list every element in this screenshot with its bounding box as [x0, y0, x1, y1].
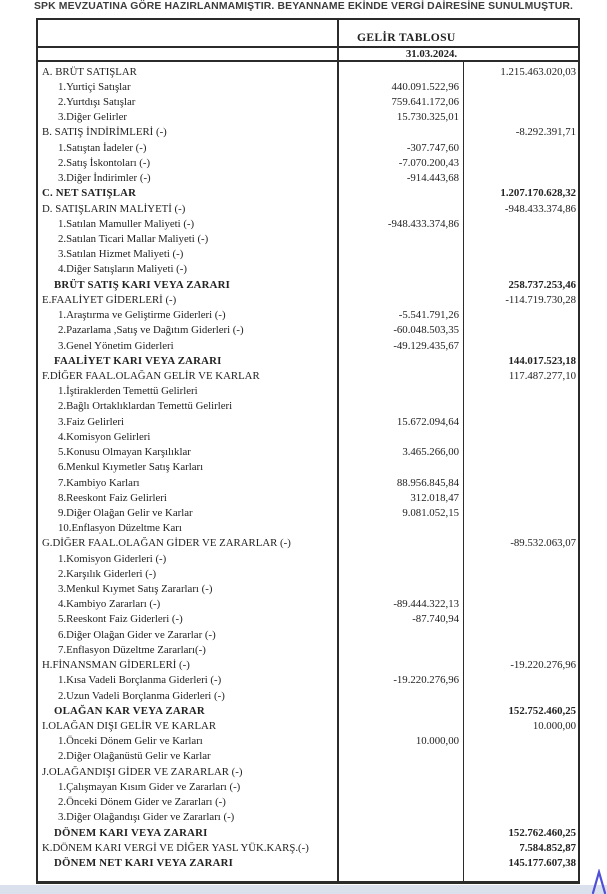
row-value-col2: -114.719.730,28 — [505, 293, 576, 306]
row-value-col2: 10.000,00 — [532, 720, 576, 733]
table-row — [38, 444, 578, 459]
row-label: F.DİĞER FAAL.OLAĞAN GELİR VE KARLAR — [42, 369, 260, 382]
row-label: 5.Konusu Olmayan Karşılıklar — [58, 446, 191, 459]
row-value-col2: -89.532.063,07 — [510, 537, 576, 550]
table-row — [38, 125, 578, 140]
row-value-col1: 88.956.845,84 — [396, 476, 459, 489]
row-value-col1: -5.541.791,26 — [398, 309, 459, 322]
row-value-col1: 15.672.094,64 — [396, 415, 459, 428]
row-value-col2: 145.177.607,38 — [508, 856, 576, 869]
row-label: 4.Kambiyo Zararları (-) — [58, 598, 161, 611]
row-label: 2.Yurtdışı Satışlar — [58, 96, 136, 109]
table-row — [38, 231, 578, 246]
row-value-col1: -49.129.435,67 — [393, 339, 459, 352]
table-row — [38, 749, 578, 764]
table-row — [38, 505, 578, 520]
table-row — [38, 338, 578, 353]
row-label: 2.Pazarlama ,Satış ve Dağıtım Giderleri (-) — [58, 324, 244, 337]
row-label: 2.Uzun Vadeli Borçlanma Giderleri (-) — [58, 689, 225, 702]
row-value-col1: -7.070.200,43 — [398, 156, 459, 169]
row-label: 3.Faiz Gelirleri — [58, 415, 124, 428]
row-label: DÖNEM KARI VEYA ZARARI — [54, 826, 208, 839]
row-value-col2: 7.584.852,87 — [519, 841, 576, 854]
row-label: J.OLAĞANDIŞI GİDER VE ZARARLAR (-) — [42, 765, 243, 778]
row-label: B. SATIŞ İNDİRİMLERİ (-) — [42, 126, 167, 139]
row-label: 3.Diğer İndirimler (-) — [58, 172, 151, 185]
row-label: 2.Satış İskontoları (-) — [58, 156, 151, 169]
table-row — [38, 262, 578, 277]
row-value-col2: 152.762.460,25 — [508, 826, 576, 839]
row-label: 3.Satılan Hizmet Maliyeti (-) — [58, 248, 184, 261]
row-value-col1: -87.740,94 — [412, 613, 459, 626]
row-value-col1: 312.018,47 — [410, 491, 459, 504]
row-label: 3.Genel Yönetim Giderleri — [58, 339, 174, 352]
row-label: 10.Enflasyon Düzeltme Karı — [58, 522, 182, 535]
row-label: 5.Reeskont Faiz Giderleri (-) — [58, 613, 183, 626]
table-row — [38, 551, 578, 566]
row-label: 1.Satıştan İadeler (-) — [58, 141, 147, 154]
table-row — [38, 795, 578, 810]
row-value-col1: -19.220.276,96 — [393, 674, 459, 687]
row-label: 1.Yurtiçi Satışlar — [58, 80, 131, 93]
row-label: 3.Diğer Gelirler — [58, 111, 127, 124]
table-row — [38, 429, 578, 444]
table-row — [38, 718, 578, 733]
table-row — [38, 658, 578, 673]
table-row — [38, 399, 578, 414]
table-row — [38, 308, 578, 323]
table-body — [38, 62, 578, 881]
table-row — [38, 277, 578, 292]
table-row — [38, 536, 578, 551]
row-value-col1: 15.730.325,01 — [396, 111, 459, 124]
table-row — [38, 673, 578, 688]
table-row — [38, 597, 578, 612]
table-row — [38, 171, 578, 186]
row-label: 2.Önceki Dönem Gider ve Zararları (-) — [58, 796, 226, 809]
table-row — [38, 460, 578, 475]
table-row — [38, 201, 578, 216]
row-label: 8.Reeskont Faiz Gelirleri — [58, 491, 167, 504]
row-value-col1: -60.048.503,35 — [393, 324, 459, 337]
table-row — [38, 703, 578, 718]
document-disclaimer: SPK MEVZUATINA GÖRE HAZIRLANMAMIŞTIR. BEYANNAME EKİNDE VERGİ DAİRESİNE SUNULMUŞTUR. — [33, 1, 574, 12]
table-row — [38, 414, 578, 429]
table-row — [38, 94, 578, 109]
row-label: D. SATIŞLARIN MALİYETİ (-) — [42, 202, 186, 215]
table-row — [38, 475, 578, 490]
table-row — [38, 216, 578, 231]
table-row — [38, 840, 578, 855]
table-row — [38, 292, 578, 307]
table-row — [38, 825, 578, 840]
table-row — [38, 368, 578, 383]
row-label: 6.Diğer Olağan Gider ve Zararlar (-) — [58, 628, 216, 641]
table-row — [38, 110, 578, 125]
table-row — [38, 566, 578, 581]
row-value-col2: 1.207.170.628,32 — [500, 187, 576, 200]
table-row — [38, 810, 578, 825]
row-label: OLAĞAN KAR VEYA ZARAR — [54, 704, 205, 717]
row-label: 2.Karşılık Giderleri (-) — [58, 567, 157, 580]
row-label: 1.Satılan Mamuller Maliyeti (-) — [58, 217, 195, 230]
income-statement-table — [36, 18, 580, 884]
table-row — [38, 353, 578, 368]
table-row — [38, 855, 578, 870]
row-value-col1: 9.081.052,15 — [402, 506, 459, 519]
table-row — [38, 155, 578, 170]
row-value-col1: -89.444.322,13 — [393, 598, 459, 611]
row-label: E.FAALİYET GİDERLERİ (-) — [42, 293, 177, 306]
row-value-col2: -19.220.276,96 — [510, 659, 576, 672]
row-label: K.DÖNEM KARI VERGİ VE DİĞER YASL YÜK.KARŞ.(-) — [42, 841, 309, 854]
row-label: 9.Diğer Olağan Gelir ve Karlar — [58, 506, 193, 519]
row-value-col1: -307.747,60 — [406, 141, 459, 154]
table-title: GELİR TABLOSU — [357, 31, 456, 44]
row-label: 3.Diğer Olağandışı Gider ve Zararları (-) — [58, 811, 235, 824]
row-value-col1: -948.433.374,86 — [387, 217, 459, 230]
row-value-col1: 440.091.522,96 — [391, 80, 459, 93]
table-row — [38, 247, 578, 262]
row-label: 4.Komisyon Gelirleri — [58, 430, 151, 443]
row-label: I.OLAĞAN DIŞI GELİR VE KARLAR — [42, 720, 217, 733]
table-row — [38, 734, 578, 749]
row-label: H.FİNANSMAN GİDERLERİ (-) — [42, 659, 190, 672]
row-value-col1: 759.641.172,06 — [391, 96, 459, 109]
row-label: A. BRÜT SATIŞLAR — [42, 65, 137, 78]
row-label: 3.Menkul Kıymet Satış Zararları (-) — [58, 583, 213, 596]
table-row — [38, 688, 578, 703]
row-label: 1.Komisyon Giderleri (-) — [58, 552, 167, 565]
period-label: 31.03.2024. — [405, 47, 458, 60]
table-row — [38, 627, 578, 642]
row-label: 4.Diğer Satışların Maliyeti (-) — [58, 263, 187, 276]
table-row — [38, 521, 578, 536]
row-label: 1.Araştırma ve Geliştirme Giderleri (-) — [58, 309, 226, 322]
table-row — [38, 384, 578, 399]
row-value-col2: 144.017.523,18 — [508, 354, 576, 367]
row-label: G.DİĞER FAAL.OLAĞAN GİDER VE ZARARLAR (-) — [42, 537, 291, 550]
row-value-col2: 1.215.463.020,03 — [500, 65, 576, 78]
table-row — [38, 764, 578, 779]
table-row — [38, 323, 578, 338]
row-label: FAALİYET KARI VEYA ZARARI — [54, 354, 222, 367]
table-row — [38, 490, 578, 505]
table-row — [38, 642, 578, 657]
row-value-col2: 258.737.253,46 — [508, 278, 576, 291]
row-label: 1.Kısa Vadeli Borçlanma Giderleri (-) — [58, 674, 222, 687]
row-value-col2: -948.433.374,86 — [504, 202, 576, 215]
scan-edge-band — [0, 885, 607, 894]
table-row — [38, 779, 578, 794]
table-row — [38, 79, 578, 94]
row-value-col2: 152.752.460,25 — [508, 704, 576, 717]
row-label: 2.Bağlı Ortaklıklardan Temettü Gelirleri — [58, 400, 233, 413]
row-value-col2: 117.487.277,10 — [508, 369, 576, 382]
row-label: 7.Kambiyo Karları — [58, 476, 140, 489]
table-row — [38, 64, 578, 79]
row-label: 1.Önceki Dönem Gelir ve Karları — [58, 735, 203, 748]
table-row — [38, 140, 578, 155]
row-label: 1.İştiraklerden Temettü Gelirleri — [58, 385, 198, 398]
row-label: C. NET SATIŞLAR — [42, 187, 137, 200]
row-label: 7.Enflasyon Düzeltme Zararları(-) — [58, 643, 206, 656]
row-label: DÖNEM NET KARI VEYA ZARARI — [54, 856, 233, 869]
row-value-col1: 3.465.266,00 — [402, 446, 459, 459]
row-value-col2: -8.292.391,71 — [515, 126, 576, 139]
row-value-col1: -914.443,68 — [406, 172, 459, 185]
row-label: 6.Menkul Kıymetler Satış Karları — [58, 461, 204, 474]
row-value-col1: 10.000,00 — [415, 735, 459, 748]
row-label: 2.Diğer Olağanüstü Gelir ve Karlar — [58, 750, 211, 763]
pen-checkmark-icon — [591, 869, 607, 894]
row-label: 1.Çalışmayan Kısım Gider ve Zararları (-) — [58, 780, 241, 793]
table-row — [38, 612, 578, 627]
row-label: 2.Satılan Ticari Mallar Maliyeti (-) — [58, 233, 209, 246]
table-row — [38, 581, 578, 596]
row-label: BRÜT SATIŞ KARI VEYA ZARARI — [54, 278, 231, 291]
table-row — [38, 186, 578, 201]
